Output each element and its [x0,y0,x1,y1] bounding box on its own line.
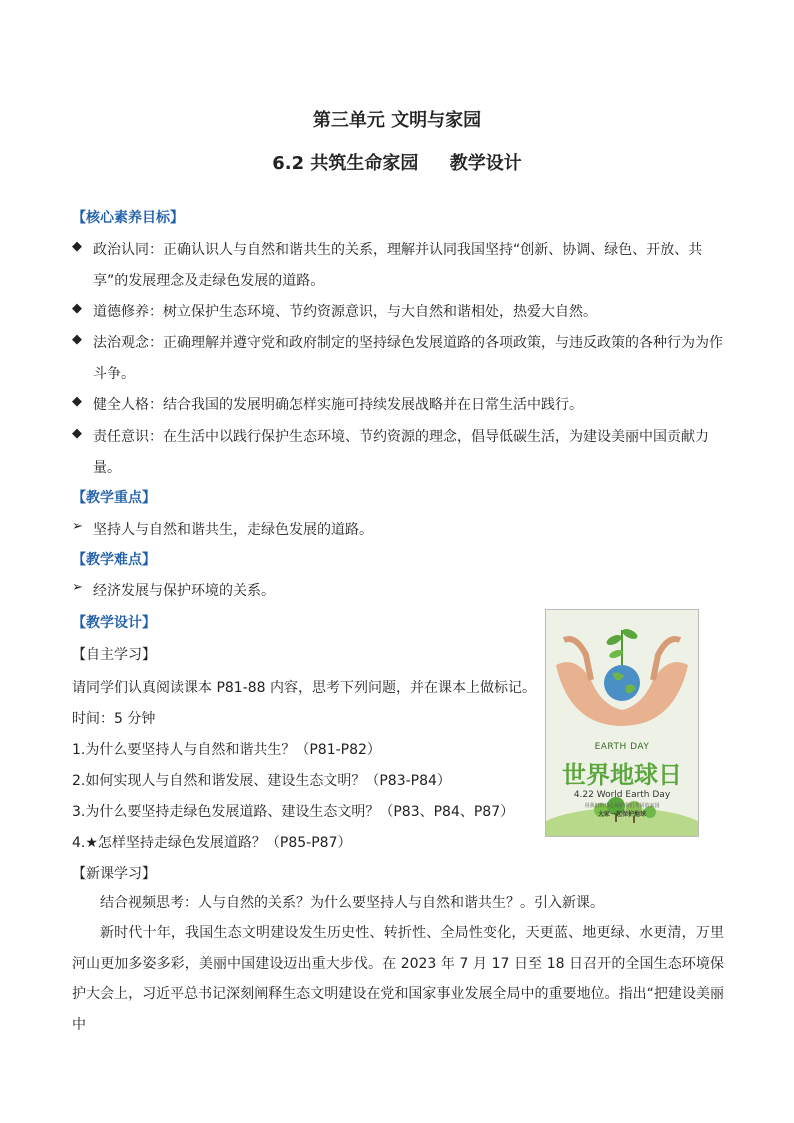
core-goal-3-cont: 斗争。 [93,366,135,382]
diamond-bullet-icon: ◆ [72,332,82,347]
new-lesson-paragraph-2: 新时代十年，我国生态文明建设发生历史性、转折性、全局性变化，天更蓝、地更绿、水更清，万里河山更加多姿多彩，美丽中国建设迈出重大步伐。在 2023 年 7 月 17 日至 18 日召开的全国生态环境保护大会上，习近平总书记深刻阐释生态文明建设在党和国家事业发展全局中的重要地位。指出“把建设美丽中 [72,925,724,1033]
earth-day-poster [545,609,699,837]
section-design-heading: 【教学设计】 [72,615,156,631]
section-core-heading: 【核心素养目标】 [72,210,184,226]
question-2: 2.如何实现人与自然和谐发展、建设生态文明？（P83-P84） [72,773,451,789]
earth-day-label: EARTH DAY [594,742,650,752]
core-goal-5: 责任意识：在生活中以践行保护生态环境、节约资源的理念，倡导低碳生活，为建设美丽中国贡献力 [93,429,709,445]
core-goal-1: 政治认同：正确认识人与自然和谐共生的关系，理解并认同我国坚持“创新、协调、绿色、开放、共 [93,242,703,258]
core-goal-1-cont: 享”的发展理念及走绿色发展的道路。 [93,273,325,289]
diamond-bullet-icon: ◆ [72,394,82,409]
core-goal-5-cont: 量。 [93,460,121,476]
core-goal-4: 健全人格：结合我国的发展明确怎样实施可持续发展战略并在日常生活中践行。 [93,397,583,413]
core-goal-2: 道德修养：树立保护生态环境、节约资源意识，与大自然和谐相处，热爱大自然。 [93,304,597,320]
question-3: 3.为什么要坚持走绿色发展道路、建设生态文明？（P83、P84、P87） [72,804,515,820]
earth-day-big-title: 世界地球日 [562,761,682,789]
globe-icon [604,665,640,701]
lesson-title: 6.2 共筑生命家园 教学设计 [272,153,522,174]
self-study-heading: 【自主学习】 [72,647,156,663]
new-lesson-heading: 【新课学习】 [72,866,156,882]
question-4: 4.★怎样坚持走绿色发展道路？（P85-P87） [72,835,352,851]
new-lesson-paragraph-1: 结合视频思考：人与自然的关系？为什么要坚持人与自然和谐共生？。引入新课。 [100,895,604,911]
arrow-bullet-icon: ➢ [72,519,83,534]
arrow-bullet-icon: ➢ [72,580,83,595]
diamond-bullet-icon: ◆ [72,239,82,254]
unit-title: 第三单元 文明与家园 [312,110,482,131]
diamond-bullet-icon: ◆ [72,301,82,316]
earth-day-small-2: 大家一起保护地球 [597,811,646,818]
key-point: 坚持人与自然和谐共生，走绿色发展的道路。 [93,522,373,538]
earth-day-date: 4.22 World Earth Day [573,790,671,800]
section-difficult-heading: 【教学难点】 [72,552,156,568]
question-1: 1.为什么要坚持人与自然和谐共生？（P81-P82） [72,742,381,758]
section-key-heading: 【教学重点】 [72,490,156,506]
self-study-intro: 请同学们认真阅读课本 P81-88 内容，思考下列问题，并在课本上做标记。 [72,680,537,696]
earth-day-small-1: 用我们的热心保护我们共同的家园 [584,803,660,809]
self-study-time: 时间：5 分钟 [72,711,156,727]
core-goal-3: 法治观念：正确理解并遵守党和政府制定的坚持绿色发展道路的各项政策，与违反政策的各种行为为作 [93,335,723,351]
difficult-point: 经济发展与保护环境的关系。 [93,583,275,599]
diamond-bullet-icon: ◆ [72,426,82,441]
